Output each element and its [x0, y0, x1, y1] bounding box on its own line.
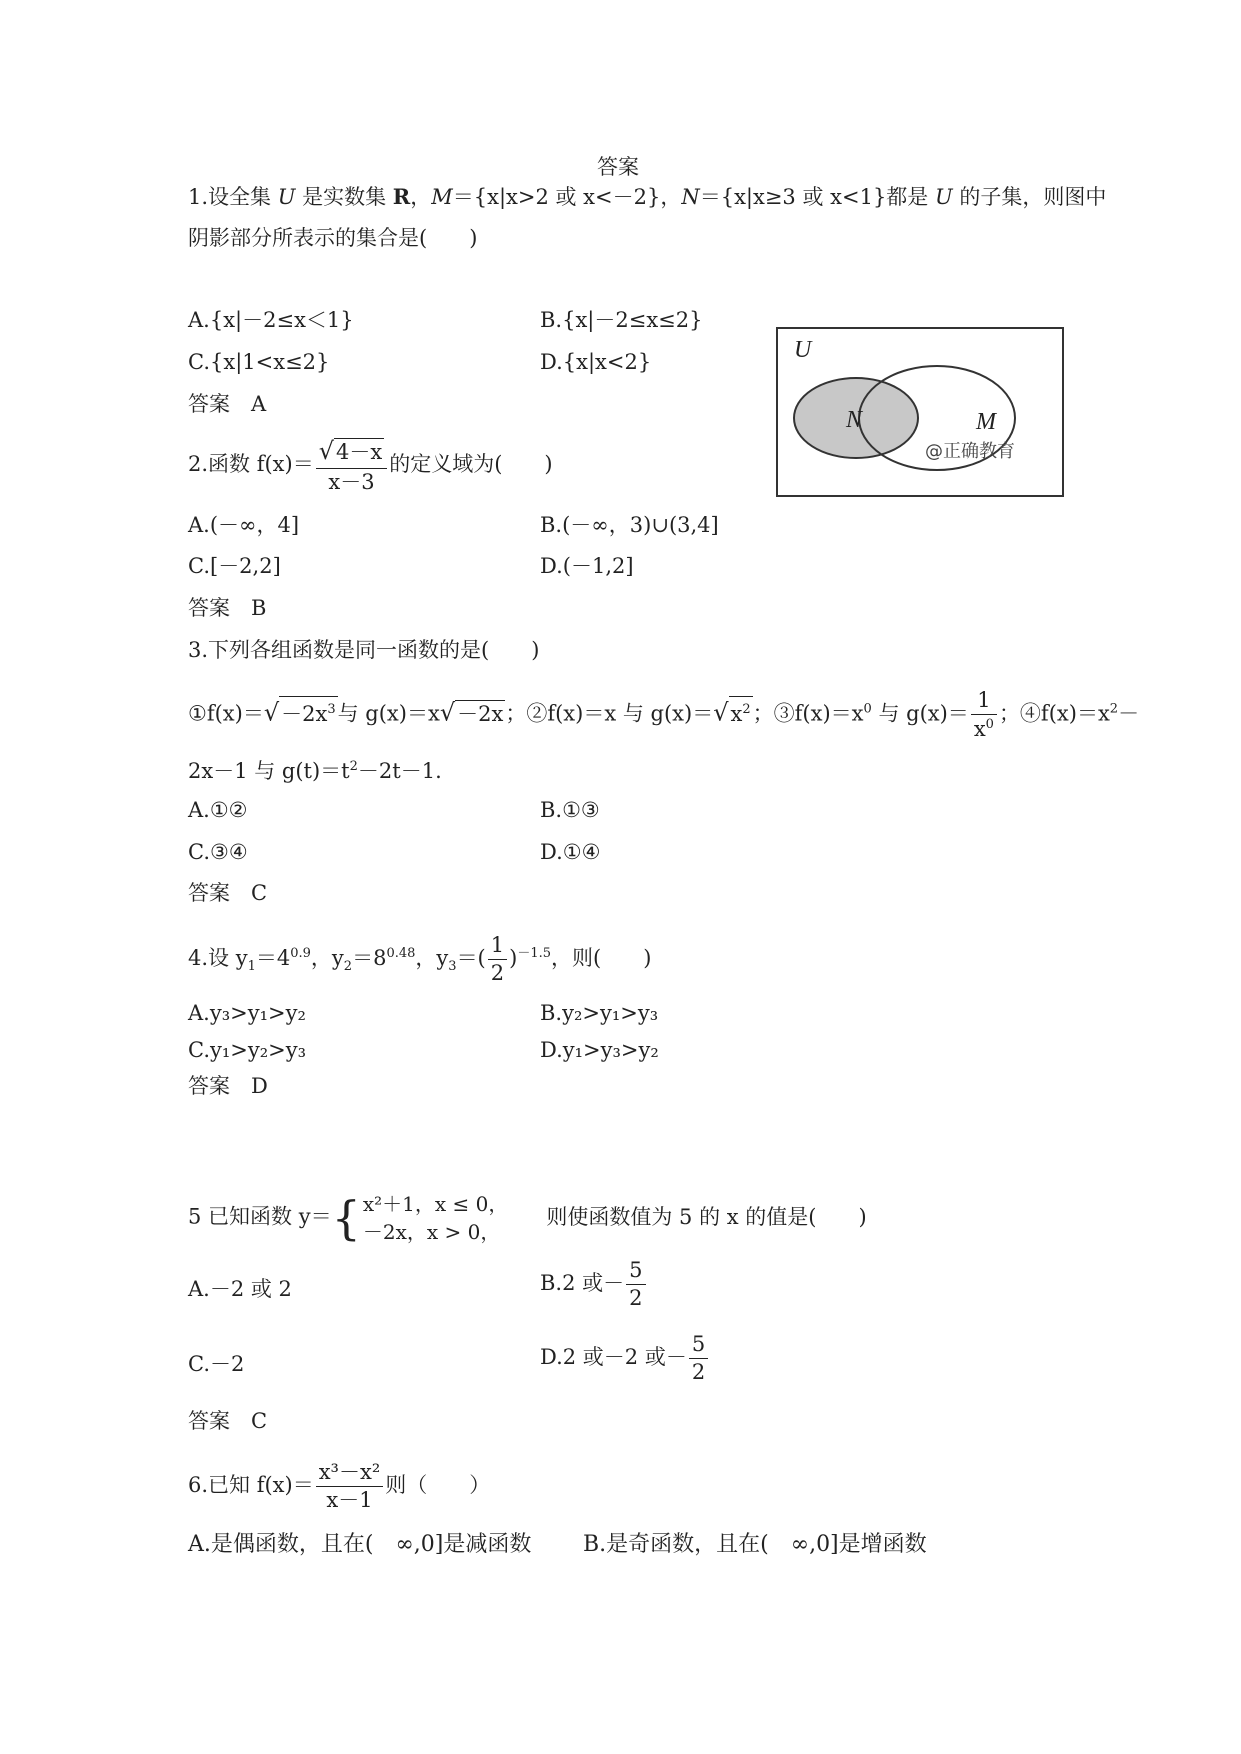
q5-option-d: D.2 或－2 或－ $\frac{5}{2}$	[540, 1334, 710, 1383]
q6-stem: 6.已知 f(x)＝ $\frac{\text{x³－x²}}{x-1}$ 则（ ）	[188, 1460, 491, 1512]
venn-label-n: N	[846, 407, 863, 433]
q2-stem: 2.函数 f(x)＝ $\frac{√4-x}{x-3}$ 的定义域为( )	[188, 437, 553, 494]
venn-watermark: @正确教育	[925, 441, 1015, 462]
q5-stem: 5 已知函数 y＝{ x²＋1，x ≤ 0， －2x，x > 0， 则使函数值为 5 的 x 的值是( )	[188, 1191, 867, 1245]
q4-option-a: A.y₃>y₁>y₂	[188, 1001, 306, 1025]
q3-option-b: B.①③	[540, 798, 600, 822]
q1-stem-line1: 1.设全集 U 是实数集 R，M＝{x|x>2 或 x<－2}，N＝{x|x≥3 或 x<1}都是 U 的子集，则图中	[188, 184, 1107, 209]
q2-fraction: $\frac{√4-x}{x-3}$	[316, 438, 388, 493]
q1-option-d: D.{x|x<2}	[540, 350, 652, 374]
q4-option-b: B.y₂>y₁>y₃	[540, 1001, 659, 1025]
q1-stem-line2: 阴影部分所表示的集合是( )	[188, 226, 478, 250]
q3-line2: 2x－1 与 $g(t)=t^2-2t-1$.	[188, 759, 442, 783]
q4-fraction: $\frac{1}{2}$	[488, 935, 507, 984]
q1-option-c: C.{x|1<x≤2}	[188, 350, 330, 374]
q2-option-a: A.(－∞，4]	[188, 513, 300, 537]
q3-option-c: C.③④	[188, 840, 248, 864]
q4-option-d: D.y₁>y₃>y₂	[540, 1038, 659, 1062]
q2-option-c: C.[－2,2]	[188, 554, 281, 578]
q3-answer: 答案 C	[188, 881, 268, 905]
q2-option-d: D.(－1,2]	[540, 554, 634, 578]
q4-stem: 4.设 $y_1=4^{0.9}$，$y_2=8^{0.48}$，$y_3=$( $\frac{1}{2}$ )$^{-1.5}$，则( )	[188, 933, 652, 985]
q6-option-b: B.是奇函数，且在( ∞,0]是增函数	[583, 1532, 927, 1557]
q6-fraction: $\frac{\text{x³－x²}}{x-1}$	[316, 1462, 384, 1511]
q5-cases: x²＋1，x ≤ 0， －2x，x > 0，	[362, 1192, 509, 1244]
q6-option-a: A.是偶函数，且在( ∞,0]是减函数	[188, 1532, 532, 1557]
q1-option-a: A.{x|－2≤x＜1}	[188, 308, 354, 332]
q3-line1: $①f(x)=√-2x^3$与 g(x)＝x√－2x；②f(x)＝x 与 $g(x)=√x^2$；$③f(x)=x^0$ 与 g(x)＝ $\frac{1}{x^0}$ ；$④f(x)=x^2-$	[188, 688, 1140, 741]
q3-fraction: $\frac{1}{x^0}$	[971, 690, 997, 740]
q5-option-b: B.2 或－ $\frac{5}{2}$	[540, 1260, 648, 1309]
q1-option-b: B.{x|－2≤x≤2}	[540, 308, 703, 332]
q4-option-c: C.y₁>y₂>y₃	[188, 1038, 307, 1062]
venn-svg	[778, 329, 1062, 495]
q4-answer: 答案 D	[188, 1074, 268, 1098]
page-title: 答案	[597, 155, 639, 179]
q2-answer: 答案 B	[188, 596, 267, 620]
q3-option-d: D.①④	[540, 840, 601, 864]
q5-brace: {	[331, 1191, 361, 1245]
q5-option-a: A.－2 或 2	[188, 1277, 292, 1301]
q5-option-c: C.－2	[188, 1352, 245, 1376]
venn-label-u: U	[794, 337, 812, 363]
venn-diagram	[776, 327, 1064, 497]
q5-answer: 答案 C	[188, 1409, 268, 1433]
q3-stem: 3.下列各组函数是同一函数的是( )	[188, 638, 540, 662]
venn-label-m: M	[976, 409, 996, 435]
q2-option-b: B.(－∞，3)∪(3,4]	[540, 513, 719, 537]
q3-option-a: A.①②	[188, 798, 248, 822]
q1-answer: 答案 A	[188, 392, 267, 416]
